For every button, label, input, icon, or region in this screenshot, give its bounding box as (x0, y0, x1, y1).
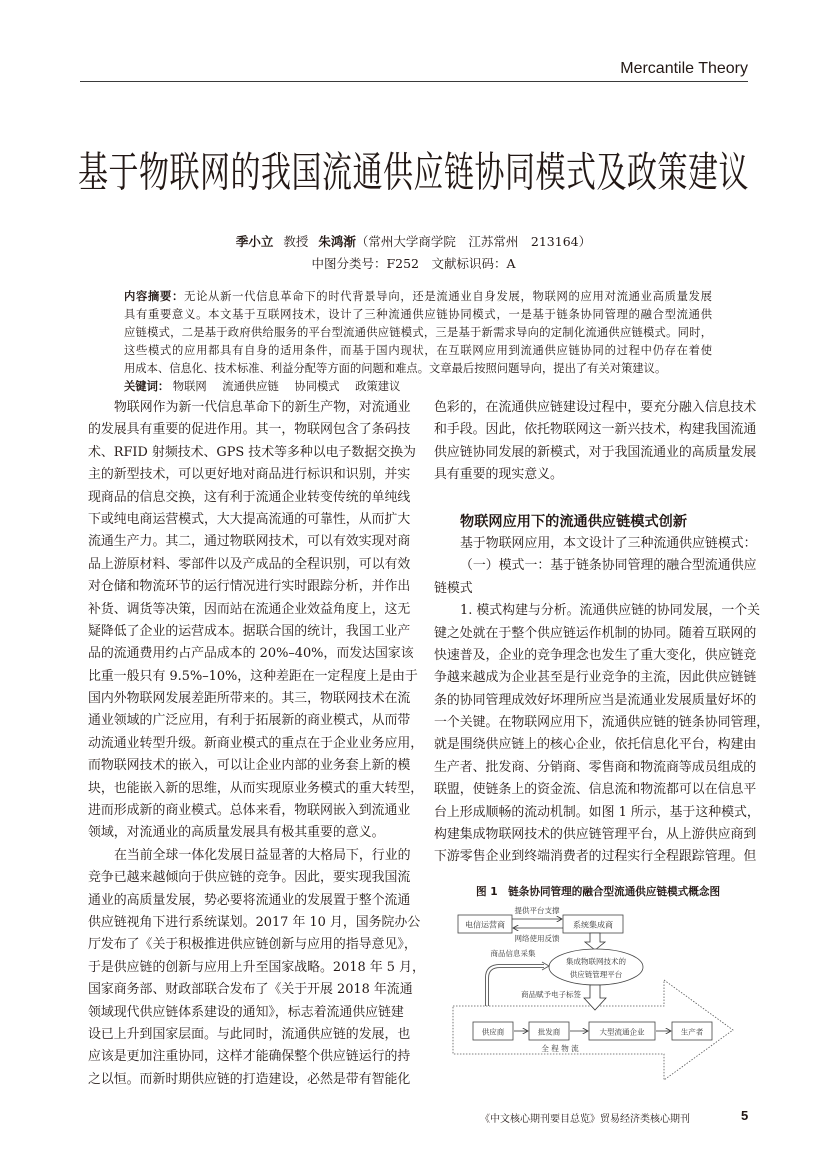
text-line: 领域现代供应链体系建设的通知》，标志着流通供应链建 (88, 1004, 404, 1020)
text-line: 物联网作为新一代信息革命下的新生产物，对流通业 (114, 400, 411, 415)
info-collect-arrow-inner (487, 966, 544, 1006)
abstract-text: 无论从新一代信息革命下的时代背景导向，还是流通业自身发展，物联网的应用对流通业高质量发展 (184, 290, 712, 303)
platform-support-label: 提供平台支撑 (514, 906, 560, 915)
chain-label: 批发商 (537, 1027, 561, 1037)
text-line: 比重一般只有 9.5%–10%，这种差距在一定程度上是由于 (88, 668, 418, 684)
text-line: 基于物联网应用，本文设计了三种流通供应链模式： (460, 535, 757, 551)
text-line: 厅发布了《关于积极推进供应链创新与应用的指导意见》， (88, 937, 417, 953)
abstract-line (124, 324, 712, 342)
header-rule (80, 81, 748, 82)
abstract-text: 用成本、信息化、技术标准、利益分配等方面的问题和难点。文章最后按照问题导向，提出了有关对策建议。 (124, 362, 667, 375)
text-line: 供应链视角下进行系统谋划。2017 年 10 月，国务院办公 (88, 914, 421, 930)
paragraph (434, 600, 770, 869)
text-line: 主的新型技术，可以更好地对商品进行标识和识别，并实 (88, 467, 411, 483)
text-line: 链模式 (434, 580, 473, 596)
chain-label: 生产者 (680, 1027, 704, 1037)
text-line: 具有重要的现实意义。 (434, 467, 563, 483)
paragraph (88, 397, 424, 845)
text-line: 之以恒。而新时期供应链的打造建设，必然是带有智能化 (88, 1071, 411, 1087)
text-line: 下或纯电商运营模式，大大提高流通的可靠性，从而扩大 (88, 511, 411, 527)
text-line: 和手段。因此，依托物联网这一新兴技术，构建我国流通 (434, 422, 757, 438)
keyword: 流通供应链 (222, 380, 279, 393)
text-line: 补货、调货等决策，因而站在流通企业效益角度上，这无 (88, 601, 411, 617)
text-line: 术、RFID 射频技术、GPS 技术等多种以电子数据交换为 (88, 444, 416, 460)
platform-label-1: 集成物联网技术的 (566, 957, 626, 966)
abstract-text: 具有重要意义。本文基于互联网技术，设计了三种流通供应链协同模式，一是基于链条协同管理的融合型流通供 (124, 308, 712, 321)
text-line: 国内外物联网发展差距所带来的。其三，物联网技术在流 (88, 691, 411, 707)
section-heading: 物联网应用下的流通供应链模式创新 (460, 513, 688, 530)
text-line: 动流通业转型升级。新商业模式的重点在于企业业务应用， (88, 735, 424, 751)
e-tag-label: 商品赋予电子标签 (521, 990, 581, 999)
text-line: 领域，对流通业的高质量发展具有极其重要的意义。 (88, 825, 385, 841)
text-line: 联盟，使链条上的资金流、信息流和物流都可以在信息平 (434, 782, 757, 798)
text-line: 构建集成物联网技术的供应链管理平台，从上游供应商到 (434, 827, 757, 843)
chain-label: 供应商 (481, 1027, 505, 1037)
text-line: 键之处就在于整个供应链运作机制的协同。随着互联网的 (434, 625, 757, 641)
text-line: 供应链协同发展的新模式，对于我国流通业的高质量发展 (434, 444, 757, 460)
text-line: 于是供应链的创新与应用上升至国家战略。2018 年 5 月， (88, 959, 425, 975)
text-line: 品上游原材料、零部件以及产成品的全程识别，可以有效 (88, 556, 411, 572)
page-number: 5 (741, 1108, 749, 1123)
network-feedback-label: 网络使用反馈 (514, 934, 560, 943)
text-line: 的发展具有重要的促进作用。其一，物联网包含了条码技 (88, 422, 411, 438)
text-line: 1. 模式构建与分析。流通供应链的协同发展，一个关 (460, 603, 760, 619)
classification-line: 中图分类号：F252 文献标识码：A (311, 256, 516, 271)
text-line: 争越来越成为企业甚至是行业竞争的主流，因此供应链链 (434, 670, 757, 686)
article-title: 基于物联网的我国流通供应链协同模式及政策建议 (78, 149, 749, 198)
abstract-line (124, 306, 712, 324)
text-line: 生产者、批发商、分销商、零售商和物流商等成员组成的 (434, 759, 757, 775)
abstract-text: 这些模式的应用都具有自身的适用条件，而基于国内现状，在互联网应用到流通供应链协同的过程中仍存在着使 (124, 344, 712, 357)
author-name: 季小立 (235, 234, 274, 249)
text-line: 台上形成顺畅的流动机制。如图 1 所示，基于这种模式， (434, 804, 760, 820)
text-line: 应该是更加注重协同，这样才能确保整个供应链运行的持 (88, 1049, 411, 1065)
info-collect-label: 商品信息采集 (490, 949, 536, 958)
abstract-label: 内容摘要： (124, 290, 185, 303)
text-line: 疑降低了企业的运营成本。据联合国的统计，我国工业产 (88, 623, 411, 639)
text-line: 在当前全球一体化发展日益显著的大格局下，行业的 (114, 847, 411, 863)
hollow-down-arrow-icon (585, 933, 605, 950)
telecom-label: 电信运营商 (465, 920, 505, 930)
chain-label: 大型流通企业 (599, 1027, 645, 1037)
author-role: 教授 (283, 234, 309, 249)
abstract (124, 288, 712, 378)
text-line: 就是围绕供应链上的核心企业，依托信息化平台，构建由 (434, 737, 757, 753)
paragraph (434, 397, 757, 487)
text-line: 现商品的信息交换，这有利于流通企业转变传统的单纯线 (88, 489, 411, 505)
text-line: 色彩的，在流通供应链建设过程中，要充分融入信息技术 (434, 400, 757, 415)
text-line: 品的流通费用约占产品成本的 20%–40%，而发达国家该 (88, 646, 414, 662)
platform-ellipse (549, 949, 643, 985)
integrator-label: 系统集成商 (573, 920, 613, 930)
text-line: 通业的高质量发展，势必要将流通业的发展置于整个流通 (88, 892, 411, 908)
text-line: 块，也能嵌入新的思维，从而实现原业务模式的重大转型， (88, 780, 424, 796)
text-line: 竞争已越来越倾向于供应链的竞争。因此，要实现我国流 (88, 870, 411, 886)
footer-journal: 《中文核心期刊要目总览》贸易经济类核心期刊 (480, 1114, 690, 1125)
text-line: 通业领域的广泛应用，有利于拓展新的商业模式，从而带 (88, 713, 411, 729)
hollow-down-arrow-icon (584, 985, 606, 1010)
text-line: 一个关键。在物联网应用下，流通供应链的链条协同管理， (434, 715, 770, 731)
text-line: 快速普及，企业的竞争理念也发生了重大变化，供应链竞 (434, 647, 757, 663)
paragraph (434, 555, 757, 600)
text-line: 下游零售企业到终端消费者的过程实行全程跟踪管理。但 (434, 849, 757, 865)
info-collect-arrow (487, 966, 544, 1006)
keyword: 协同模式 (294, 380, 340, 393)
text-line: 国家商务部、财政部联合发布了《关于开展 2018 年流通 (88, 982, 413, 998)
text-line: 进而形成新的商业模式。总体来看，物联网嵌入到流通业 (88, 803, 411, 819)
keyword: 政策建议 (355, 380, 401, 393)
author-name: 朱鸿渐 (318, 234, 356, 249)
figure-caption: 图 1 链条协同管理的融合型流通供应链模式概念图 (475, 886, 721, 898)
paragraph (88, 845, 425, 1091)
body-column-right (434, 397, 770, 869)
author-line (0, 232, 827, 250)
abstract-text: 应链模式，二是基于政府供给服务的平台型流通供应链模式，三是基于新需求导向的定制化流通供应链模式。同时， (124, 326, 712, 339)
paragraph (434, 533, 757, 555)
body-column-left (88, 397, 425, 1091)
abstract-line (124, 342, 712, 360)
keyword: 物联网 (172, 380, 207, 393)
abstract-line (124, 288, 712, 306)
running-header-section: Mercantile Theory (620, 60, 748, 77)
logistics-label: 全 程 物 流 (541, 1044, 579, 1053)
text-line: 条的协同管理成效好坏理所应当是流通业发展质量好坏的 (434, 692, 757, 708)
abstract-line (124, 360, 712, 378)
author-affiliation: （常州大学商学院 江苏常州 213164） (355, 234, 592, 249)
keywords (124, 378, 412, 396)
text-line: 流通生产力。其二，通过物联网技术，可以有效实现对商 (88, 534, 411, 550)
supply-chain-diagram (440, 880, 760, 1095)
text-line: 对仓储和物流环节的运行情况进行实时跟踪分析，并作出 (88, 579, 411, 595)
text-line: 设已上升到国家层面。与此同时，流通供应链的发展，也 (88, 1026, 411, 1042)
platform-label-2: 供应链管理平台 (569, 970, 623, 979)
text-line: 而物联网技术的嵌入，可以让企业内部的业务套上新的模 (88, 758, 411, 774)
text-line: （一）模式一：基于链条协同管理的融合型流通供应 (460, 558, 757, 574)
keywords-label: 关键词： (124, 380, 170, 393)
